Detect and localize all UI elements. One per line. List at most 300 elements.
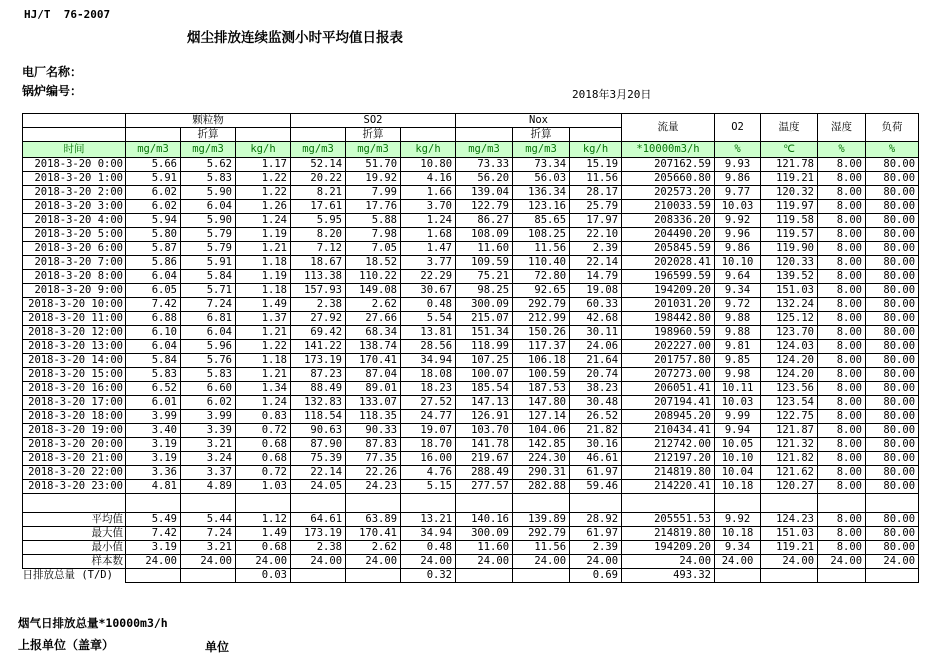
table-row — [23, 396, 919, 410]
value-cell: 1.49 — [236, 526, 291, 540]
value-cell: 87.83 — [346, 438, 401, 452]
value-cell: 1.24 — [236, 396, 291, 410]
value-cell: 3.70 — [401, 200, 456, 214]
value-cell: 9.98 — [715, 368, 761, 382]
value-cell: 5.96 — [181, 340, 236, 354]
value-cell: 6.02 — [126, 200, 181, 214]
value-cell: 214819.80 — [622, 466, 715, 480]
time-cell: 2018-3-20 17:00 — [23, 396, 126, 410]
value-cell: 4.16 — [401, 172, 456, 186]
value-cell: 205551.53 — [622, 512, 715, 526]
value-cell: 205660.80 — [622, 172, 715, 186]
empty-cell — [346, 494, 401, 513]
value-cell: 110.22 — [346, 270, 401, 284]
value-cell: 9.81 — [715, 340, 761, 354]
value-cell: 151.03 — [761, 284, 818, 298]
table-row — [23, 368, 919, 382]
time-cell: 2018-3-20 19:00 — [23, 424, 126, 438]
value-cell: 9.72 — [715, 298, 761, 312]
value-cell: 24.00 — [401, 554, 456, 568]
value-cell: 6.10 — [126, 326, 181, 340]
report-date: 2018年3月20日 — [572, 88, 652, 101]
spacer-row — [23, 494, 919, 513]
value-cell: 63.89 — [346, 512, 401, 526]
value-cell: 0.48 — [401, 540, 456, 554]
value-cell: 42.68 — [570, 312, 622, 326]
value-cell: 3.99 — [126, 410, 181, 424]
value-cell: 69.42 — [291, 326, 346, 340]
value-cell: 11.56 — [513, 540, 570, 554]
value-cell — [291, 568, 346, 582]
value-cell: 10.03 — [715, 200, 761, 214]
value-cell: 8.00 — [818, 438, 866, 452]
value-cell: 120.27 — [761, 480, 818, 494]
value-cell: 11.60 — [456, 540, 513, 554]
unit-cell: % — [715, 142, 761, 158]
value-cell: 80.00 — [866, 186, 919, 200]
flow-header: 流量 — [622, 114, 715, 142]
value-cell: 0.72 — [236, 424, 291, 438]
value-cell: 24.00 — [346, 554, 401, 568]
value-cell: 80.00 — [866, 214, 919, 228]
time-cell: 2018-3-20 10:00 — [23, 298, 126, 312]
value-cell: 0.68 — [236, 438, 291, 452]
value-cell: 118.54 — [291, 410, 346, 424]
value-cell: 117.37 — [513, 340, 570, 354]
value-cell: 24.06 — [570, 340, 622, 354]
value-cell — [818, 568, 866, 582]
value-cell: 8.00 — [818, 382, 866, 396]
value-cell: 202227.00 — [622, 340, 715, 354]
value-cell: 22.14 — [291, 466, 346, 480]
value-cell: 21.82 — [570, 424, 622, 438]
value-cell: 0.72 — [236, 466, 291, 480]
value-cell: 194209.20 — [622, 540, 715, 554]
value-cell: 119.21 — [761, 172, 818, 186]
value-cell: 8.00 — [818, 172, 866, 186]
value-cell: 24.00 — [126, 554, 181, 568]
daily-total-label-cell: 日排放总量 (T/D) — [23, 568, 126, 582]
table-row — [23, 424, 919, 438]
value-cell: 4.76 — [401, 466, 456, 480]
table-row — [23, 410, 919, 424]
load-header: 负荷 — [866, 114, 919, 142]
value-cell: 210033.59 — [622, 200, 715, 214]
value-cell: 9.64 — [715, 270, 761, 284]
empty-cell — [715, 494, 761, 513]
value-cell: 80.00 — [866, 298, 919, 312]
unit-cell: mg/m3 — [513, 142, 570, 158]
table-row — [23, 186, 919, 200]
table-row — [23, 200, 919, 214]
value-cell: 9.88 — [715, 312, 761, 326]
value-cell: 8.00 — [818, 242, 866, 256]
unit-label: 单位 — [205, 640, 230, 654]
value-cell: 206051.41 — [622, 382, 715, 396]
value-cell: 123.56 — [761, 382, 818, 396]
value-cell: 5.79 — [181, 242, 236, 256]
value-cell: 28.17 — [570, 186, 622, 200]
temperature-header: 温度 — [761, 114, 818, 142]
value-cell: 3.19 — [126, 438, 181, 452]
value-cell: 24.00 — [570, 554, 622, 568]
value-cell: 108.09 — [456, 228, 513, 242]
value-cell: 147.80 — [513, 396, 570, 410]
value-cell: 118.35 — [346, 410, 401, 424]
value-cell: 5.90 — [181, 186, 236, 200]
value-cell: 22.14 — [570, 256, 622, 270]
value-cell: 80.00 — [866, 326, 919, 340]
value-cell: 224.30 — [513, 452, 570, 466]
value-cell: 6.04 — [181, 326, 236, 340]
value-cell: 5.90 — [181, 214, 236, 228]
value-cell: 110.40 — [513, 256, 570, 270]
value-cell: 18.23 — [401, 382, 456, 396]
empty-cell — [866, 494, 919, 513]
value-cell: 8.00 — [818, 466, 866, 480]
value-cell: 201757.80 — [622, 354, 715, 368]
value-cell: 149.08 — [346, 284, 401, 298]
time-cell: 2018-3-20 20:00 — [23, 438, 126, 452]
time-cell: 2018-3-20 3:00 — [23, 200, 126, 214]
time-cell: 2018-3-20 8:00 — [23, 270, 126, 284]
table-row — [23, 298, 919, 312]
value-cell: 5.86 — [126, 256, 181, 270]
value-cell: 208945.20 — [622, 410, 715, 424]
value-cell: 8.00 — [818, 228, 866, 242]
value-cell: 6.04 — [181, 200, 236, 214]
table-row — [23, 242, 919, 256]
unit-cell: mg/m3 — [291, 142, 346, 158]
table-row — [23, 480, 919, 494]
value-cell: 173.19 — [291, 526, 346, 540]
value-cell: 0.83 — [236, 410, 291, 424]
value-cell: 8.00 — [818, 354, 866, 368]
value-cell: 3.19 — [126, 452, 181, 466]
time-cell: 2018-3-20 18:00 — [23, 410, 126, 424]
value-cell: 24.00 — [456, 554, 513, 568]
unit-cell: kg/h — [401, 142, 456, 158]
value-cell: 80.00 — [866, 480, 919, 494]
time-cell: 2018-3-20 7:00 — [23, 256, 126, 270]
value-cell: 1.18 — [236, 284, 291, 298]
value-cell: 80.00 — [866, 438, 919, 452]
empty-cell — [23, 128, 126, 142]
value-cell: 142.85 — [513, 438, 570, 452]
value-cell: 1.24 — [401, 214, 456, 228]
value-cell: 87.04 — [346, 368, 401, 382]
value-cell: 19.08 — [570, 284, 622, 298]
so2-group-header: SO2 — [291, 114, 456, 128]
value-cell: 8.21 — [291, 186, 346, 200]
value-cell: 124.20 — [761, 368, 818, 382]
value-cell: 8.00 — [818, 512, 866, 526]
value-cell: 5.66 — [126, 158, 181, 172]
value-cell: 151.34 — [456, 326, 513, 340]
value-cell: 80.00 — [866, 512, 919, 526]
value-cell: 5.91 — [126, 172, 181, 186]
value-cell: 13.21 — [401, 512, 456, 526]
value-cell: 120.32 — [761, 186, 818, 200]
value-cell: 1.21 — [236, 368, 291, 382]
value-cell: 9.93 — [715, 158, 761, 172]
value-cell: 80.00 — [866, 270, 919, 284]
value-cell: 17.61 — [291, 200, 346, 214]
value-cell: 6.02 — [126, 186, 181, 200]
value-cell: 150.26 — [513, 326, 570, 340]
value-cell: 64.61 — [291, 512, 346, 526]
value-cell: 123.16 — [513, 200, 570, 214]
value-cell: 80.00 — [866, 354, 919, 368]
empty-cell — [622, 494, 715, 513]
value-cell: 1.18 — [236, 256, 291, 270]
value-cell: 6.88 — [126, 312, 181, 326]
value-cell: 16.00 — [401, 452, 456, 466]
value-cell: 46.61 — [570, 452, 622, 466]
value-cell: 277.57 — [456, 480, 513, 494]
value-cell: 8.00 — [818, 158, 866, 172]
value-cell: 8.00 — [818, 256, 866, 270]
value-cell: 107.25 — [456, 354, 513, 368]
value-cell: 24.00 — [236, 554, 291, 568]
boiler-number-label: 锅炉编号： — [22, 84, 83, 98]
value-cell — [456, 568, 513, 582]
value-cell: 14.79 — [570, 270, 622, 284]
value-cell: 9.86 — [715, 172, 761, 186]
value-cell: 5.87 — [126, 242, 181, 256]
table-row — [23, 452, 919, 466]
unit-cell: ℃ — [761, 142, 818, 158]
value-cell: 210434.41 — [622, 424, 715, 438]
value-cell: 5.94 — [126, 214, 181, 228]
value-cell: 121.78 — [761, 158, 818, 172]
value-cell: 38.23 — [570, 382, 622, 396]
value-cell: 18.67 — [291, 256, 346, 270]
value-cell: 3.40 — [126, 424, 181, 438]
value-cell: 21.64 — [570, 354, 622, 368]
value-cell: 132.83 — [291, 396, 346, 410]
value-cell: 214220.41 — [622, 480, 715, 494]
value-cell: 80.00 — [866, 410, 919, 424]
value-cell: 80.00 — [866, 466, 919, 480]
value-cell: 103.70 — [456, 424, 513, 438]
value-cell: 24.00 — [866, 554, 919, 568]
value-cell: 205845.59 — [622, 242, 715, 256]
value-cell: 121.62 — [761, 466, 818, 480]
unit-cell: mg/m3 — [181, 142, 236, 158]
value-cell: 8.00 — [818, 340, 866, 354]
value-cell: 24.00 — [181, 554, 236, 568]
empty-cell — [401, 128, 456, 142]
table-row — [23, 158, 919, 172]
value-cell: 11.60 — [456, 242, 513, 256]
value-cell: 10.04 — [715, 466, 761, 480]
value-cell: 11.56 — [570, 172, 622, 186]
value-cell: 288.49 — [456, 466, 513, 480]
value-cell: 30.11 — [570, 326, 622, 340]
value-cell: 5.84 — [181, 270, 236, 284]
empty-cell — [23, 114, 126, 128]
value-cell: 118.99 — [456, 340, 513, 354]
humidity-header: 湿度 — [818, 114, 866, 142]
empty-cell — [570, 494, 622, 513]
value-cell: 30.48 — [570, 396, 622, 410]
value-cell: 6.52 — [126, 382, 181, 396]
value-cell: 80.00 — [866, 368, 919, 382]
table-row — [23, 438, 919, 452]
value-cell: 30.67 — [401, 284, 456, 298]
value-cell: 68.34 — [346, 326, 401, 340]
unit-cell: % — [866, 142, 919, 158]
value-cell: 7.24 — [181, 298, 236, 312]
value-cell: 5.62 — [181, 158, 236, 172]
value-cell: 7.12 — [291, 242, 346, 256]
value-cell: 6.05 — [126, 284, 181, 298]
time-cell: 2018-3-20 14:00 — [23, 354, 126, 368]
value-cell: 0.68 — [236, 452, 291, 466]
time-column-header: 时间 — [23, 142, 126, 158]
value-cell: 98.25 — [456, 284, 513, 298]
value-cell: 24.23 — [346, 480, 401, 494]
value-cell: 5.88 — [346, 214, 401, 228]
value-cell: 119.90 — [761, 242, 818, 256]
empty-cell — [513, 494, 570, 513]
value-cell: 106.18 — [513, 354, 570, 368]
value-cell: 80.00 — [866, 382, 919, 396]
value-cell: 52.14 — [291, 158, 346, 172]
value-cell: 80.00 — [866, 228, 919, 242]
value-cell: 8.00 — [818, 480, 866, 494]
value-cell — [346, 568, 401, 582]
value-cell: 77.35 — [346, 452, 401, 466]
value-cell: 212.99 — [513, 312, 570, 326]
value-cell: 80.00 — [866, 396, 919, 410]
value-cell: 121.32 — [761, 438, 818, 452]
value-cell: 10.10 — [715, 256, 761, 270]
value-cell: 1.47 — [401, 242, 456, 256]
empty-cell — [126, 128, 181, 142]
value-cell: 282.88 — [513, 480, 570, 494]
value-cell: 9.99 — [715, 410, 761, 424]
value-cell: 56.20 — [456, 172, 513, 186]
time-cell: 2018-3-20 16:00 — [23, 382, 126, 396]
value-cell: 80.00 — [866, 284, 919, 298]
summary-label-cell: 最大值 — [23, 526, 126, 540]
units-header-row — [23, 142, 919, 158]
value-cell: 125.12 — [761, 312, 818, 326]
value-cell: 123.54 — [761, 396, 818, 410]
value-cell: 1.26 — [236, 200, 291, 214]
value-cell: 212197.20 — [622, 452, 715, 466]
value-cell: 19.07 — [401, 424, 456, 438]
summary-label-cell: 样本数 — [23, 554, 126, 568]
value-cell: 121.82 — [761, 452, 818, 466]
value-cell: 2.38 — [291, 540, 346, 554]
reporting-unit-label: 上报单位（盖章） — [18, 638, 115, 652]
value-cell: 139.89 — [513, 512, 570, 526]
value-cell: 7.05 — [346, 242, 401, 256]
value-cell: 24.77 — [401, 410, 456, 424]
value-cell: 86.27 — [456, 214, 513, 228]
value-cell: 27.92 — [291, 312, 346, 326]
value-cell: 3.77 — [401, 256, 456, 270]
value-cell: 73.33 — [456, 158, 513, 172]
value-cell: 9.85 — [715, 354, 761, 368]
value-cell: 10.03 — [715, 396, 761, 410]
time-cell: 2018-3-20 13:00 — [23, 340, 126, 354]
value-cell: 25.79 — [570, 200, 622, 214]
value-cell: 2.39 — [570, 540, 622, 554]
empty-cell — [181, 494, 236, 513]
time-cell: 2018-3-20 9:00 — [23, 284, 126, 298]
value-cell: 173.19 — [291, 354, 346, 368]
value-cell: 0.32 — [401, 568, 456, 582]
empty-cell — [236, 128, 291, 142]
value-cell: 22.10 — [570, 228, 622, 242]
value-cell: 204490.20 — [622, 228, 715, 242]
value-cell: 1.19 — [236, 228, 291, 242]
value-cell: 170.41 — [346, 526, 401, 540]
value-cell: 194209.20 — [622, 284, 715, 298]
empty-cell — [291, 494, 346, 513]
value-cell: 9.92 — [715, 214, 761, 228]
value-cell: 8.00 — [818, 200, 866, 214]
value-cell: 20.74 — [570, 368, 622, 382]
value-cell: 85.65 — [513, 214, 570, 228]
value-cell: 300.09 — [456, 298, 513, 312]
value-cell: 6.01 — [126, 396, 181, 410]
value-cell: 5.49 — [126, 512, 181, 526]
time-cell: 2018-3-20 12:00 — [23, 326, 126, 340]
value-cell: 4.81 — [126, 480, 181, 494]
value-cell: 7.99 — [346, 186, 401, 200]
table-row — [23, 270, 919, 284]
value-cell: 80.00 — [866, 452, 919, 466]
value-cell: 187.53 — [513, 382, 570, 396]
emission-report-table — [22, 113, 919, 583]
value-cell: 214819.80 — [622, 526, 715, 540]
value-cell: 1.22 — [236, 186, 291, 200]
value-cell — [181, 568, 236, 582]
unit-cell: mg/m3 — [456, 142, 513, 158]
summary-label-cell: 最小值 — [23, 540, 126, 554]
time-cell: 2018-3-20 2:00 — [23, 186, 126, 200]
value-cell: 11.56 — [513, 242, 570, 256]
value-cell: 17.76 — [346, 200, 401, 214]
value-cell: 9.92 — [715, 512, 761, 526]
value-cell: 6.04 — [126, 270, 181, 284]
value-cell: 8.00 — [818, 410, 866, 424]
empty-cell — [291, 128, 346, 142]
value-cell: 147.13 — [456, 396, 513, 410]
value-cell: 100.07 — [456, 368, 513, 382]
value-cell: 27.52 — [401, 396, 456, 410]
value-cell: 151.03 — [761, 526, 818, 540]
value-cell: 3.39 — [181, 424, 236, 438]
summary-rows — [23, 494, 919, 583]
value-cell: 22.29 — [401, 270, 456, 284]
value-cell: 8.00 — [818, 368, 866, 382]
value-cell: 18.52 — [346, 256, 401, 270]
value-cell: 80.00 — [866, 526, 919, 540]
value-cell: 157.93 — [291, 284, 346, 298]
value-cell: 9.96 — [715, 228, 761, 242]
value-cell: 3.21 — [181, 540, 236, 554]
value-cell — [866, 568, 919, 582]
value-cell: 127.14 — [513, 410, 570, 424]
value-cell: 5.83 — [181, 368, 236, 382]
value-cell: 119.21 — [761, 540, 818, 554]
